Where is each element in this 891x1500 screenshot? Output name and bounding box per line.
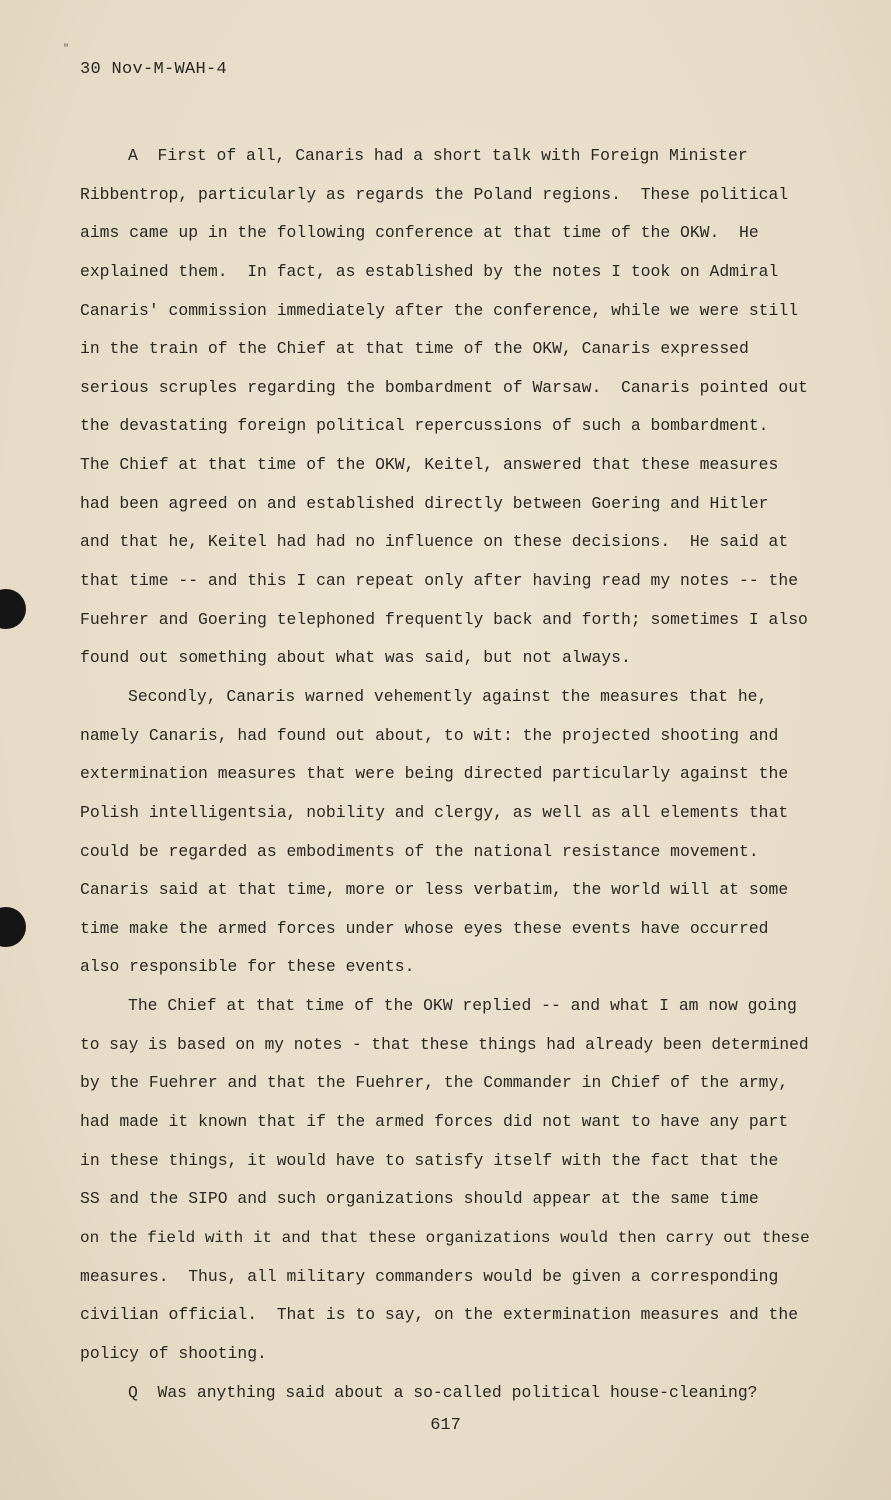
text-line: namely Canaris, had found out about, to wit: the projected shooting and [80,725,779,745]
text-line: aims came up in the following conference at that time of the OKW. He [80,223,759,243]
text-line: also responsible for these events. [80,957,415,977]
punch-hole [0,907,26,947]
text-line: had made it known that if the armed forces did not want to have any part [80,1112,789,1132]
text-line: A First of all, Canaris had a short talk with Foreign Minister [128,146,748,165]
text-line: policy of shooting. [80,1343,267,1363]
text-line: explained them. In fact, as established by the notes I took on Admiral [80,261,779,281]
text-line: on the field with it and that these organizations would then carry out these [80,1228,810,1247]
text-line: in the train of the Chief at that time of the OKW, Canaris expressed [80,339,749,359]
text-line: serious scruples regarding the bombardment of Warsaw. Canaris pointed out [80,377,808,397]
text-line: SS and the SIPO and such organizations should appear at the same time [80,1189,759,1209]
page-number: 617 [430,1416,461,1435]
text-line: Polish intelligentsia, nobility and clergy, as well as all elements that [80,802,789,822]
text-line: and that he, Keitel had had no influence on these decisions. He said at [80,532,789,552]
punch-hole [0,589,26,629]
margin-mark: " [63,44,70,55]
text-line: by the Fuehrer and that the Fuehrer, the Commander in Chief of the army, [80,1073,789,1093]
text-line: Secondly, Canaris warned vehemently against the measures that he, [128,686,768,706]
text-line: Canaris said at that time, more or less verbatim, the world will at some [80,880,789,900]
text-line: Canaris' commission immediately after the conference, while we were still [80,300,799,320]
text-line: had been agreed on and established directly between Goering and Hitler [80,493,769,513]
text-line: in these things, it would have to satisfy itself with the fact that the [80,1150,779,1170]
text-line: found out something about what was said, but not always. [80,648,631,668]
text-line: The Chief at that time of the OKW, Keitel, answered that these measures [80,455,779,475]
transcript-body [80,137,815,1412]
text-line: The Chief at that time of the OKW replied -- and what I am now going [128,996,797,1016]
document-header: 30 Nov-M-WAH-4 [80,60,228,79]
text-line: the devastating foreign political repercussions of such a bombardment. [80,416,769,436]
text-line: measures. Thus, all military commanders would be given a corresponding [80,1266,779,1286]
text-line: that time -- and this I can repeat only after having read my notes -- the [80,571,799,591]
text-line: to say is based on my notes - that these things had already been determined [80,1035,809,1054]
text-line: civilian official. That is to say, on the extermination measures and the [80,1305,799,1325]
text-line: extermination measures that were being directed particularly against the [80,764,789,784]
text-line: Ribbentrop, particularly as regards the Poland regions. These political [80,184,789,204]
text-line: Q Was anything said about a so-called political house-cleaning? [128,1382,758,1402]
text-line: could be regarded as embodiments of the national resistance movement. [80,841,759,861]
text-line: Fuehrer and Goering telephoned frequently back and forth; sometimes I also [80,609,808,629]
text-line: time make the armed forces under whose eyes these events have occurred [80,918,769,938]
